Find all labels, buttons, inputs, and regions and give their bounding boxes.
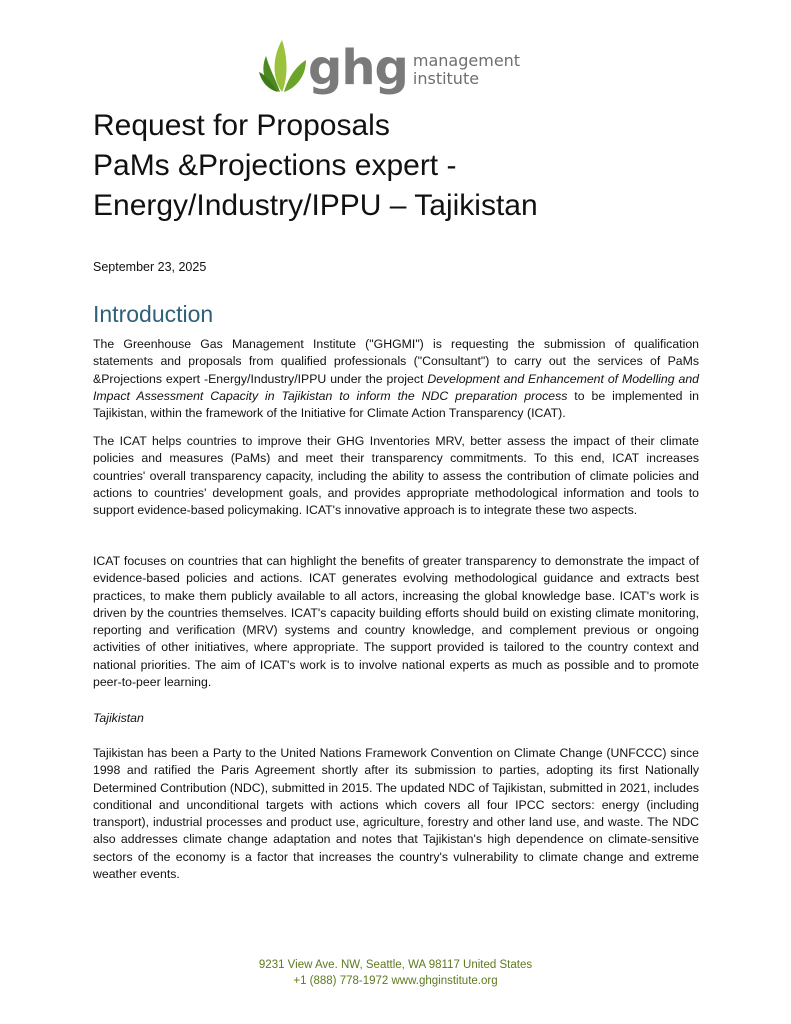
- logo-subtitle: [413, 52, 520, 88]
- footer-address: 9231 View Ave. NW, Seattle, WA 98117 United States: [258, 959, 533, 971]
- document-title: [93, 106, 733, 226]
- title-line-2: PaMs &Projections expert -: [93, 149, 457, 182]
- paragraph-icat-focus: ICAT focuses on countries that can highlight the benefits of greater transparency to demonstrate the impact of evidence-based policies and actions. ICAT generates evolving methodological guidance and extracts best practices, to make them publicly available to all actors, increasing the global knowledge base. ICAT's work is driven by the countries themselves. ICAT's capacity building efforts should build on existing climate monitoring, reporting and verification (MRV) systems and country knowledge, and complement previous or ongoing activities of other initiatives, where appropriate. The support provided is tailored to the country context and national priorities. The aim of ICAT's work is to involve national experts as much as possible and to promote peer-to-peer learning.: [93, 554, 699, 690]
- subheading-tajikistan: Tajikistan: [93, 711, 144, 725]
- paragraph-intro-text-a: The Greenhouse Gas Management Institute ("GHGMI") is requesting the submission of qualification statements and proposals from qualified professionals ("Consultant") to carry out the services of PaMs &Projections expert -Energy/Industry/IPPU under the project: [93, 337, 699, 386]
- title-line-3: Energy/Industry/IPPU – Tajikistan: [93, 189, 538, 222]
- page-footer: [0, 957, 791, 989]
- title-line-1: Request for Proposals: [93, 109, 390, 142]
- logo-line-institute: institute: [412, 69, 480, 88]
- paragraph-icat-overview: The ICAT helps countries to improve their GHG Inventories MRV, better assess the impact of their climate policies and measures (PaMs) and meet their transparency commitments. To this end, ICAT increases countries' overall transparency capacity, including the ability to assess the contribution of climate policies and actions to countries' development goals, and provides appropriate methodological information and tools to support evidence-based policymaking. ICAT's innovative approach is to integrate these two aspects.: [93, 434, 699, 518]
- paragraph-tajikistan: Tajikistan has been a Party to the United Nations Framework Convention on Climate Change (UNFCCC) since 1998 and ratified the Paris Agreement shortly after its submission to parties, adopting its first Nationally Determined Contribution (NDC), submitted in 2015. The updated NDC of Tajikistan, submitted in 2021, includes conditional and unconditional targets with actions which covers all four IPCC sectors: energy (including transport), industrial processes and product use, agriculture, forestry and other land use, and waste. The NDC also addresses climate change adaptation and notes that Tajikistan's high dependence on climate-sensitive sectors of the economy is a factor that increases the country's vulnerability to climate change and extreme weather events.: [93, 746, 699, 882]
- project-name: Development and Enhancement of Modelling and Impact Assessment Capacity in Tajikistan to inform the NDC preparation process: [93, 371, 699, 403]
- paragraph-intro: [93, 336, 699, 422]
- leaf-sprout-icon: [258, 36, 308, 94]
- logo-line-management: management: [412, 51, 521, 70]
- document-date: September 23, 2025: [93, 260, 207, 274]
- logo-mark-text: ghg: [308, 40, 408, 96]
- paragraph-intro-text-b: to be implemented in Tajikistan, within the framework of the Initiative for Climate Action Transparency (ICAT).: [93, 388, 699, 421]
- footer-contact: +1 (888) 778-1972 www.ghginstitute.org: [293, 975, 498, 987]
- section-heading-introduction: Introduction: [93, 301, 214, 327]
- ghgmi-logo: [258, 34, 520, 94]
